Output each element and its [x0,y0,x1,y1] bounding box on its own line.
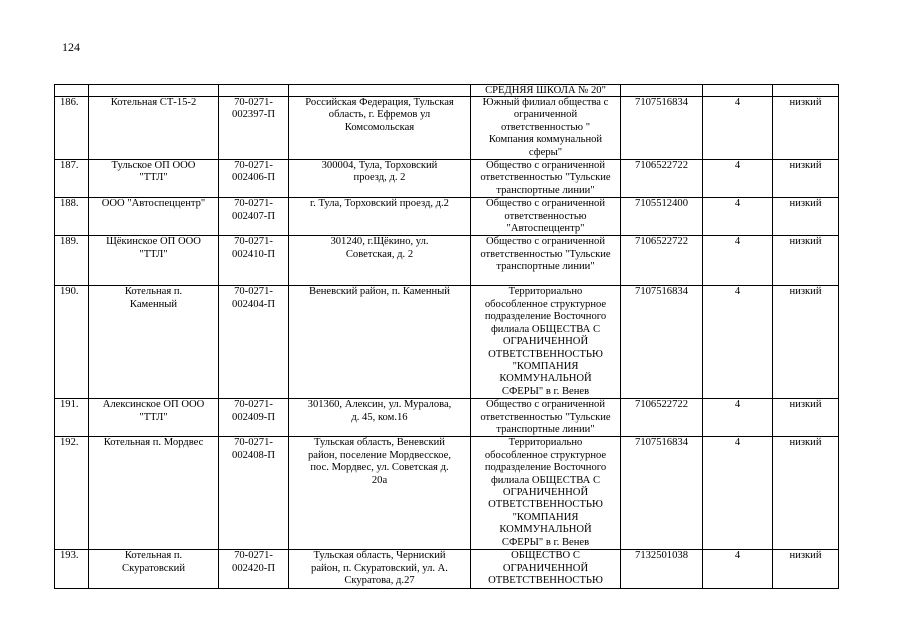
cell-name [89,198,219,236]
cell-address [289,437,471,550]
cell-risk-text: низкий [789,286,822,298]
cell-risk [773,437,839,550]
cell-code-text: 70-0271- 002404-П [232,286,275,310]
cell-code-text: 70-0271- 002409-П [232,399,275,423]
cell-code [219,160,289,198]
cell-name-text: Котельная п. Скуратовский [122,550,185,574]
cell-address [289,286,471,399]
cell-address [289,85,471,97]
cell-category [703,160,773,198]
cell-inn-text: 7105512400 [635,198,688,210]
cell-organization-text: Южный филиал общества с ограниченной ответственностью " Компания коммунальной сферы" [482,97,609,158]
cell-inn [621,85,703,97]
cell-organization [471,85,621,97]
cell-category [703,236,773,286]
cell-inn [621,437,703,550]
cell-code [219,198,289,236]
cell-inn [621,236,703,286]
cell-code [219,286,289,399]
cell-risk-text: низкий [789,550,822,562]
cell-address [289,97,471,160]
cell-organization [471,198,621,236]
cell-inn-text: 7107516834 [635,286,688,298]
cell-risk [773,550,839,588]
cell-address-text: г. Тула, Торховский проезд, д.2 [310,198,449,210]
cell-num [55,85,89,97]
cell-address-text: Российская Федерация, Тульская область, г. Ефремов ул Комсомольская [305,97,454,133]
cell-inn [621,160,703,198]
cell-num [55,550,89,588]
cell-inn [621,198,703,236]
table-row-continued [55,85,839,97]
cell-risk-text: низкий [789,160,822,172]
cell-address [289,160,471,198]
table-row [55,550,839,588]
cell-address [289,550,471,588]
cell-inn-text: 7132501038 [635,550,688,562]
cell-risk [773,97,839,160]
cell-name-text: Котельная п. Каменный [124,286,183,310]
cell-category [703,437,773,550]
cell-code [219,97,289,160]
cell-num [55,437,89,550]
cell-inn-text: 7106522722 [635,236,688,248]
cell-category [703,198,773,236]
cell-address [289,236,471,286]
cell-organization-text: СРЕДНЯЯ ШКОЛА № 20" [485,85,606,96]
cell-category [703,286,773,399]
cell-inn-text: 7107516834 [635,437,688,449]
cell-num [55,236,89,286]
cell-num-text: 186. [60,97,79,108]
cell-risk [773,198,839,236]
cell-risk-text: низкий [789,198,822,210]
cell-name [89,437,219,550]
cell-num-text: 187. [60,160,79,172]
cell-organization-text: Общество с ограниченной ответственностью "Тульские транспортные линии" [480,399,611,435]
cell-organization [471,236,621,286]
cell-category-text: 4 [734,399,741,411]
cell-num-text: 189. [60,236,79,248]
table-row [55,286,839,399]
cell-organization [471,437,621,550]
cell-risk-text: низкий [789,236,822,248]
cell-code-text: 70-0271- 002420-П [232,550,275,574]
cell-category-text: 4 [734,97,741,108]
table-row [55,399,839,437]
cell-risk [773,286,839,399]
cell-name [89,550,219,588]
table-row [55,437,839,550]
registry-table [54,84,839,589]
cell-organization-text: Общество с ограниченной ответственностью "Автоспеццентр" [485,198,606,235]
cell-organization-text: Общество с ограниченной ответственностью "Тульские транспортные линии" [480,160,611,196]
cell-inn [621,97,703,160]
cell-risk [773,399,839,437]
cell-code-text: 70-0271- 002397-П [232,97,275,121]
cell-inn [621,399,703,437]
cell-category [703,97,773,160]
cell-category-text: 4 [734,437,741,449]
cell-num [55,160,89,198]
cell-category [703,550,773,588]
table-row [55,97,839,160]
cell-category-text: 4 [734,236,741,248]
cell-name-text: ООО "Автоспеццентр" [101,198,206,210]
cell-address-text: 300004, Тула, Торховский проезд, д. 2 [321,160,438,184]
cell-code [219,399,289,437]
cell-inn-text: 7107516834 [635,97,688,108]
cell-name [89,160,219,198]
cell-risk [773,160,839,198]
cell-code-text: 70-0271- 002410-П [232,236,275,260]
cell-code [219,85,289,97]
cell-organization [471,399,621,437]
cell-address [289,198,471,236]
cell-category-text: 4 [734,160,741,172]
cell-risk [773,85,839,97]
cell-num [55,286,89,399]
cell-num [55,97,89,160]
cell-inn-text: 7106522722 [635,399,688,411]
cell-inn [621,550,703,588]
cell-num-text: 190. [60,286,79,298]
cell-risk-text: низкий [789,437,822,449]
cell-organization-text: Общество с ограниченной ответственностью "Тульские транспортные линии" [480,236,611,273]
cell-num [55,198,89,236]
cell-organization [471,160,621,198]
registry-table-body [55,85,839,589]
cell-num-text: 191. [60,399,79,411]
cell-name-text: Котельная СТ-15-2 [110,97,197,108]
cell-category-text: 4 [734,198,741,210]
cell-name-text: Тульское ОП ООО "ТТЛ" [111,160,196,184]
cell-code-text: 70-0271- 002407-П [232,198,275,222]
cell-name [89,236,219,286]
cell-code [219,437,289,550]
cell-inn-text: 7106522722 [635,160,688,172]
table-row [55,236,839,286]
cell-code [219,236,289,286]
cell-num [55,399,89,437]
cell-address-text: Тульская область, Черниский район, п. Скуратовский, ул. А. Скуратова, д.27 [311,550,448,587]
cell-address-text: 301240, г.Щёкино, ул. Советская, д. 2 [330,236,429,260]
cell-organization [471,97,621,160]
cell-address-text: Тульская область, Веневский район, поселение Мордвесское, пос. Мордвес, ул. Советская д. 20а [307,437,452,486]
table-row [55,198,839,236]
cell-name [89,286,219,399]
cell-name [89,97,219,160]
cell-num-text: 193. [60,550,79,562]
cell-organization [471,550,621,588]
cell-address-text: Веневский район, п. Каменный [309,286,450,298]
cell-num-text: 192. [60,437,79,449]
cell-organization [471,286,621,399]
cell-risk [773,236,839,286]
cell-organization-text: ОБЩЕСТВО С ОГРАНИЧЕННОЙ ОТВЕТСТВЕННОСТЬЮ [488,550,603,587]
cell-inn [621,286,703,399]
cell-code [219,550,289,588]
cell-organization-text: Территориально обособленное структурное подразделение Восточного филиала ОБЩЕСТВА С ОГРАНИЧЕННОЙ ОТВЕТСТВЕННОСТЬЮ "КОМПАНИЯ КОММУНАЛЬНОЙ СФЕРЫ" в г. Венев [484,286,607,397]
cell-risk-text: низкий [789,97,822,108]
cell-category-text: 4 [734,286,741,298]
cell-code-text: 70-0271- 002406-П [232,160,275,184]
cell-name-text: Щёкинское ОП ООО "ТТЛ" [106,236,201,260]
cell-category [703,399,773,437]
cell-num-text: 188. [60,198,79,210]
cell-code-text: 70-0271- 002408-П [232,437,275,461]
cell-name [89,85,219,97]
cell-name-text: Котельная п. Мордвес [103,437,204,449]
cell-risk-text: низкий [789,399,822,411]
cell-organization-text: Территориально обособленное структурное подразделение Восточного филиала ОБЩЕСТВА С ОГРАНИЧЕННОЙ ОТВЕТСТВЕННОСТЬЮ "КОМПАНИЯ КОММУНАЛЬНОЙ СФЕРЫ" в г. Венев [484,437,607,548]
cell-category-text: 4 [734,550,741,562]
cell-address [289,399,471,437]
cell-name [89,399,219,437]
cell-address-text: 301360, Алексин, ул. Муралова, д. 45, ком.16 [307,399,452,423]
page-number: 124 [62,40,80,54]
table-row [55,160,839,198]
cell-category [703,85,773,97]
cell-name-text: Алексинское ОП ООО "ТТЛ" [102,399,205,423]
